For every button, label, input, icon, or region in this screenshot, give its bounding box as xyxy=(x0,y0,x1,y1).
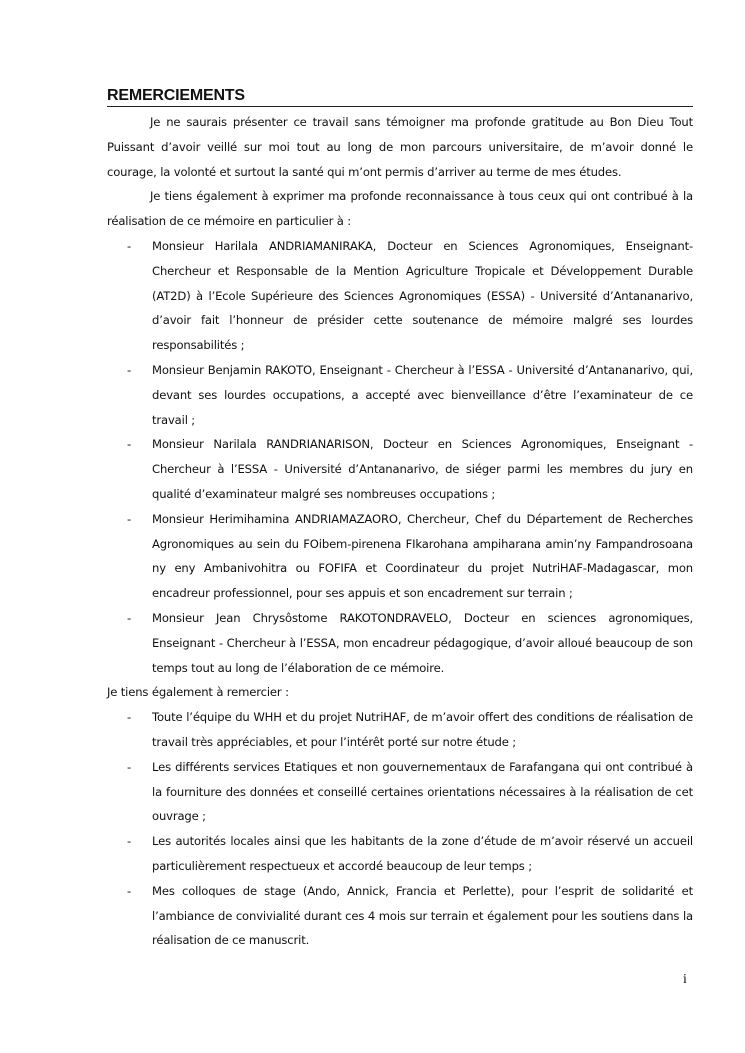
list-item: - Monsieur Narilala RANDRIANARISON, Docteur en Sciences Agronomiques, Enseignant - Chercheur à l’ESSA - Université d’Antananarivo, de siéger parmi les membres du jury en qualité d’examinateur malgré ses nombreuses occupations ; xyxy=(152,432,693,506)
section-heading: Je tiens également à remercier : xyxy=(107,685,289,700)
list-item: - Mes colloques de stage (Ando, Annick, Francia et Perlette), pour l’esprit de solidarité et l’ambiance de convivialité durant ces 4 mois sur terrain et également pour les soutiens dans la réalisation de ce manuscrit. xyxy=(152,879,693,953)
list-item: - Monsieur Harilala ANDRIAMANIRAKA, Docteur en Sciences Agronomiques, Enseignant-Chercheur et Responsable de la Mention Agriculture Tropicale et Développement Durable (AT2D) à l’Ecole Supérieure des Sciences Agronomiques (ESSA) - Université d’Antananarivo, d’avoir fait l’honneur de présider cette soutenance de mémoire malgré ses lourdes responsabilités ; xyxy=(152,234,693,358)
page-number: i xyxy=(683,972,687,987)
list-item: - Les différents services Etatiques et non gouvernementaux de Farafangana qui ont contribué à la fourniture des données et conseillé certaines orientations nécessaires à la réalisation de cet ouvrage ; xyxy=(152,755,693,829)
others-list xyxy=(107,705,693,953)
list-item: - Monsieur Jean Chrysôstome RAKOTONDRAVELO, Docteur en sciences agronomiques, Enseignant - Chercheur à l’ESSA, mon encadreur pédagogique, d’avoir alloué beaucoup de son temps tout au long de l’élaboration de ce mémoire. xyxy=(152,606,693,680)
page-title: REMERCIEMENTS xyxy=(107,86,693,107)
jury-list xyxy=(107,234,693,680)
list-item: - Les autorités locales ainsi que les habitants de la zone d’étude de m’avoir réservé un accueil particulièrement respectueux et accordé beaucoup de leur temps ; xyxy=(152,829,693,879)
list-item: - Monsieur Herimihamina ANDRIAMAZAORO, Chercheur, Chef du Département de Recherches Agronomiques au sein du FOibem-pirenena FIkarohana ampiharana amin’ny Fampandrosoana ny eny Ambanivohitra ou FOFIFA et Coordinateur du projet NutriHAF-Madagascar, mon encadreur professionnel, pour ses appuis et son encadrement sur terrain ; xyxy=(152,507,693,606)
intro-paragraph: Je tiens également à exprimer ma profonde reconnaissance à tous ceux qui ont contribué à la réalisation de ce mémoire en particulier à : xyxy=(107,189,693,229)
list-item: - Monsieur Benjamin RAKOTO, Enseignant - Chercheur à l’ESSA - Université d’Antananarivo, qui, devant ses lourdes occupations, a accepté avec bienveillance d’être l’examinateur de ce travail ; xyxy=(152,358,693,432)
intro-paragraph: Je ne saurais présenter ce travail sans témoigner ma profonde gratitude au Bon Dieu Tout Puissant d’avoir veillé sur moi tout au long de mon parcours universitaire, de m’avoir donné le courage, la volonté et surtout la santé qui m’ont permis d’arriver au terme de mes études. xyxy=(107,115,693,179)
acknowledgements-body xyxy=(107,110,693,953)
list-item: - Toute l’équipe du WHH et du projet NutriHAF, de m’avoir offert des conditions de réalisation de travail très appréciables, et pour l’intérêt porté sur notre étude ; xyxy=(152,705,693,755)
